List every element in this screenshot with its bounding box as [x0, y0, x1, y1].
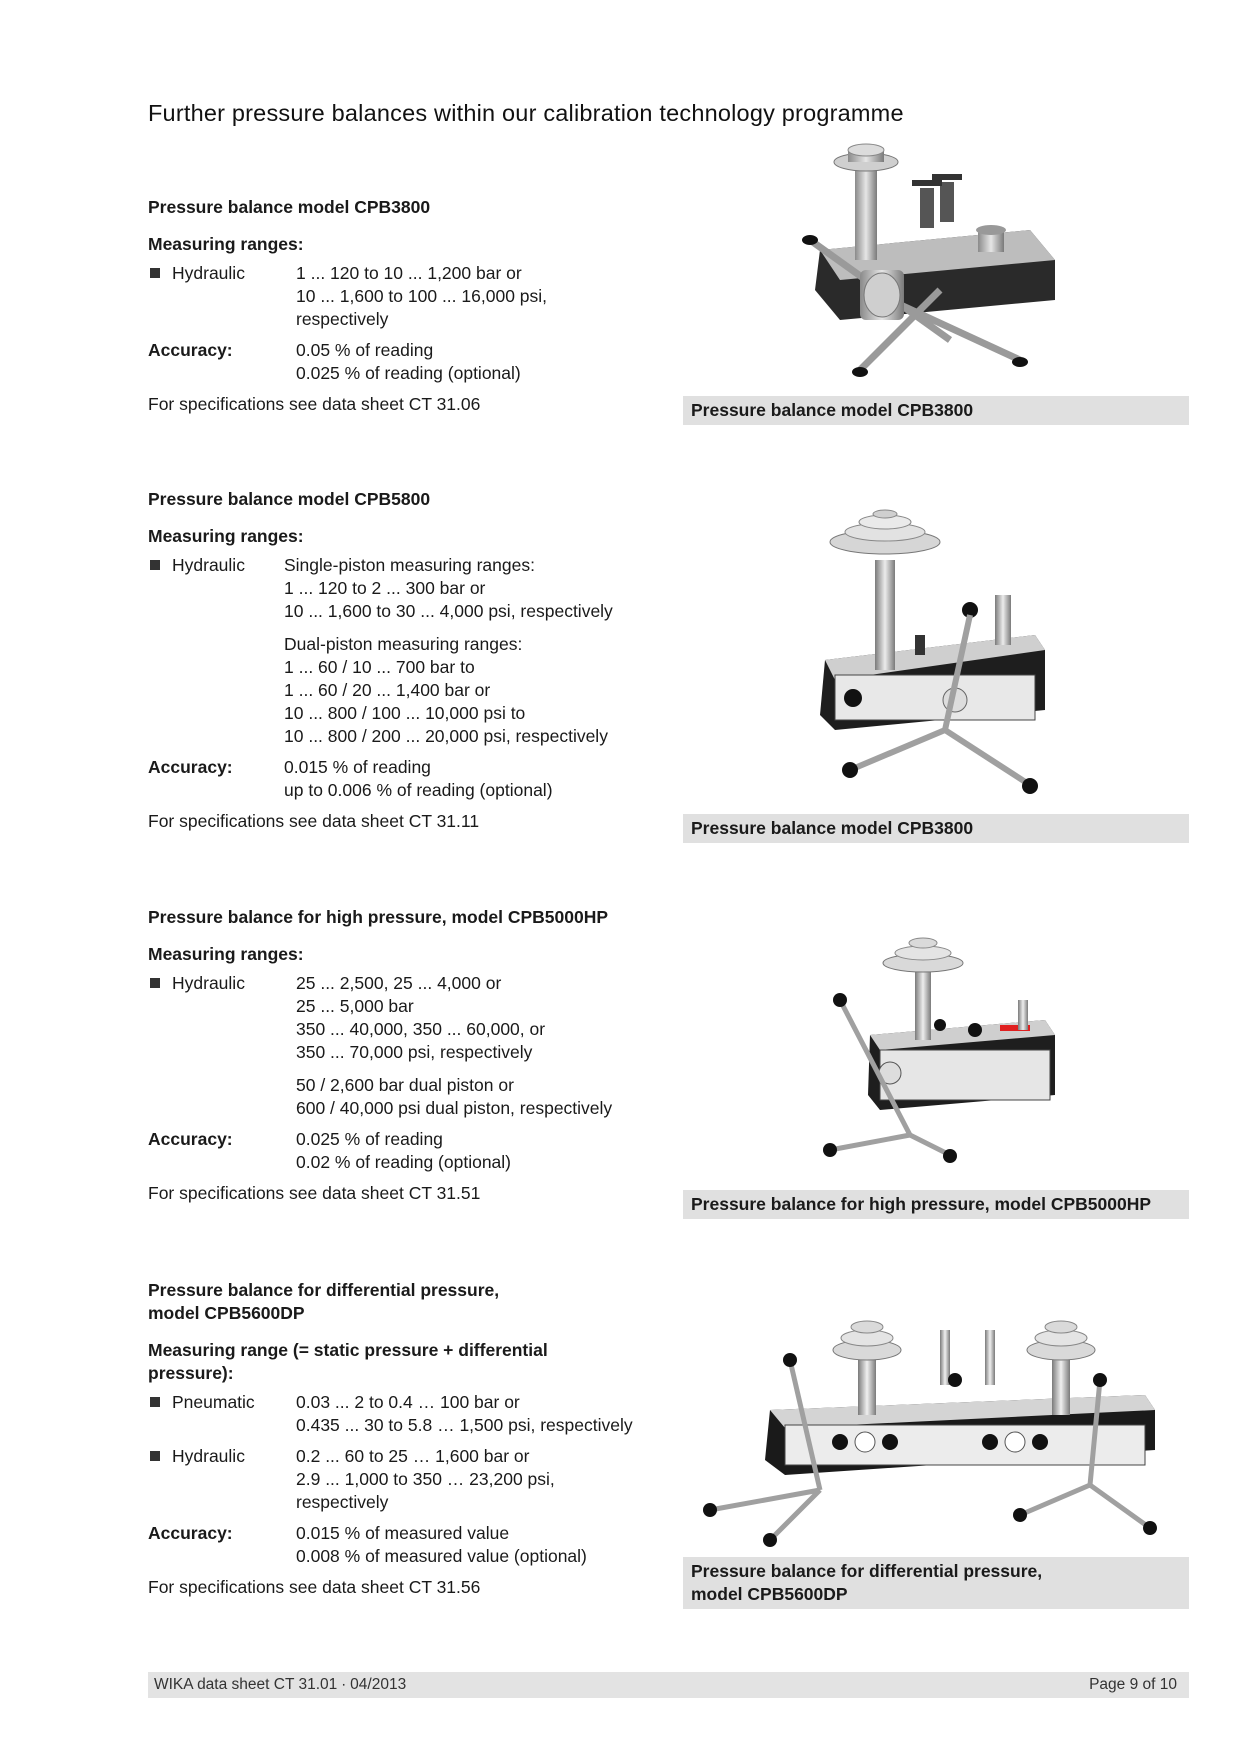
- accuracy-row: [148, 1128, 668, 1174]
- range-line: respectively: [296, 1492, 389, 1512]
- footer-doc-ref: WIKA data sheet CT 31.01 ∙ 04/2013: [154, 1676, 407, 1693]
- page-title: Further pressure balances within our calibration technology programme: [148, 100, 904, 126]
- range-line: 10 ... 800 / 200 ... 20,000 psi, respectively: [284, 726, 608, 746]
- bullet-icon: [150, 1397, 160, 1407]
- accuracy-line: 0.008 % of measured value (optional): [296, 1546, 587, 1566]
- range-line: 25 ... 2,500, 25 ... 4,000 or: [296, 973, 502, 993]
- cpb5600dp-photo: [690, 1300, 1170, 1550]
- accuracy-line: 0.05 % of reading: [296, 340, 434, 360]
- accuracy-line: up to 0.006 % of reading (optional): [284, 780, 553, 800]
- range-line: 0.03 ... 2 to 0.4 … 100 bar or: [296, 1392, 520, 1412]
- section-title-line: model CPB5600DP: [148, 1303, 305, 1323]
- range-line: 25 ... 5,000 bar: [296, 996, 414, 1016]
- range-row-pneumatic: [148, 1391, 668, 1437]
- accuracy-line: 0.015 % of reading: [284, 757, 431, 777]
- section-title: [148, 1279, 668, 1325]
- range-label: Hydraulic: [172, 1446, 245, 1466]
- range-row-hydraulic: [148, 554, 668, 748]
- accuracy-row: [148, 339, 668, 385]
- spec-reference: For specifications see data sheet CT 31.06: [148, 394, 481, 414]
- caption-line: Pressure balance model CPB3800: [691, 818, 974, 838]
- range-line: 350 ... 70,000 psi, respectively: [296, 1042, 533, 1062]
- cpb5800-photo: [805, 500, 1070, 810]
- caption-line: Pressure balance model CPB3800: [691, 400, 974, 420]
- spec-reference: For specifications see data sheet CT 31.56: [148, 1577, 481, 1597]
- range-line: 1 ... 120 to 2 ... 300 bar or: [284, 578, 486, 598]
- accuracy-line: 0.025 % of reading (optional): [296, 363, 521, 383]
- range-line: 0.2 ... 60 to 25 … 1,600 bar or: [296, 1446, 530, 1466]
- range-label: Hydraulic: [172, 555, 245, 575]
- section-cpb3800: [148, 196, 668, 416]
- caption-line: model CPB5600DP: [691, 1584, 848, 1604]
- section-cpb5600dp: [148, 1279, 668, 1599]
- range-label: Hydraulic: [172, 973, 245, 993]
- accuracy-line: 0.015 % of measured value: [296, 1523, 510, 1543]
- cpb3800-photo: [800, 140, 1070, 385]
- cpb5000hp-photo: [800, 925, 1060, 1170]
- range-line: 600 / 40,000 psi dual piston, respectively: [296, 1098, 613, 1118]
- range-line: 0.435 ... 30 to 5.8 … 1,500 psi, respectively: [296, 1415, 633, 1435]
- caption-cpb5600dp: [683, 1557, 1189, 1609]
- caption-cpb5000hp: [683, 1190, 1189, 1219]
- accuracy-line: 0.025 % of reading: [296, 1129, 443, 1149]
- range-line: 1 ... 60 / 20 ... 1,400 bar or: [284, 680, 491, 700]
- range-line: respectively: [296, 309, 389, 329]
- range-line: 10 ... 800 / 100 ... 10,000 psi to: [284, 703, 526, 723]
- spec-reference: For specifications see data sheet CT 31.51: [148, 1183, 481, 1203]
- range-line: 1 ... 120 to 10 ... 1,200 bar or: [296, 263, 522, 283]
- measuring-ranges-label: [148, 1339, 668, 1385]
- section-cpb5800: [148, 488, 668, 833]
- range-line: Dual-piston measuring ranges:: [284, 634, 523, 654]
- range-line: 10 ... 1,600 to 100 ... 16,000 psi,: [296, 286, 548, 306]
- range-line: 350 ... 40,000, 350 ... 60,000, or: [296, 1019, 546, 1039]
- caption-line: Pressure balance for differential pressure,: [691, 1561, 1043, 1581]
- range-row-hydraulic: [148, 1445, 668, 1514]
- range-row-hydraulic: [148, 262, 668, 331]
- bullet-icon: [150, 268, 160, 278]
- measuring-ranges-label: Measuring ranges:: [148, 944, 304, 964]
- bullet-icon: [150, 1451, 160, 1461]
- accuracy-label: Accuracy:: [148, 340, 233, 360]
- accuracy-label: Accuracy:: [148, 1523, 233, 1543]
- caption-cpb5800: [683, 814, 1189, 843]
- section-title-line: Pressure balance for differential pressure,: [148, 1280, 500, 1300]
- page-footer: [148, 1672, 1189, 1698]
- accuracy-line: 0.02 % of reading (optional): [296, 1152, 511, 1172]
- spec-reference: For specifications see data sheet CT 31.11: [148, 811, 480, 831]
- section-title: Pressure balance for high pressure, model CPB5000HP: [148, 907, 609, 927]
- section-title: Pressure balance model CPB3800: [148, 197, 431, 217]
- measuring-label-line: pressure):: [148, 1363, 234, 1383]
- range-line: 50 / 2,600 bar dual piston or: [296, 1075, 514, 1095]
- accuracy-label: Accuracy:: [148, 1129, 233, 1149]
- range-row-hydraulic: [148, 972, 668, 1120]
- bullet-icon: [150, 978, 160, 988]
- footer-page-number: Page 9 of 10: [1089, 1676, 1177, 1693]
- accuracy-label: Accuracy:: [148, 757, 233, 777]
- section-title: Pressure balance model CPB5800: [148, 489, 431, 509]
- range-label: Pneumatic: [172, 1392, 255, 1412]
- measuring-ranges-label: Measuring ranges:: [148, 234, 304, 254]
- range-line: 2.9 ... 1,000 to 350 … 23,200 psi,: [296, 1469, 555, 1489]
- caption-cpb3800: [683, 396, 1189, 425]
- caption-line: Pressure balance for high pressure, model CPB5000HP: [691, 1194, 1152, 1214]
- section-cpb5000hp: [148, 906, 668, 1205]
- accuracy-row: [148, 756, 668, 802]
- range-line: Single-piston measuring ranges:: [284, 555, 535, 575]
- bullet-icon: [150, 560, 160, 570]
- range-line: 10 ... 1,600 to 30 ... 4,000 psi, respectively: [284, 601, 613, 621]
- measuring-label-line: Measuring range (= static pressure + differential: [148, 1340, 548, 1360]
- measuring-ranges-label: Measuring ranges:: [148, 526, 304, 546]
- range-label: Hydraulic: [172, 263, 245, 283]
- range-line: 1 ... 60 / 10 ... 700 bar to: [284, 657, 475, 677]
- accuracy-row: [148, 1522, 668, 1568]
